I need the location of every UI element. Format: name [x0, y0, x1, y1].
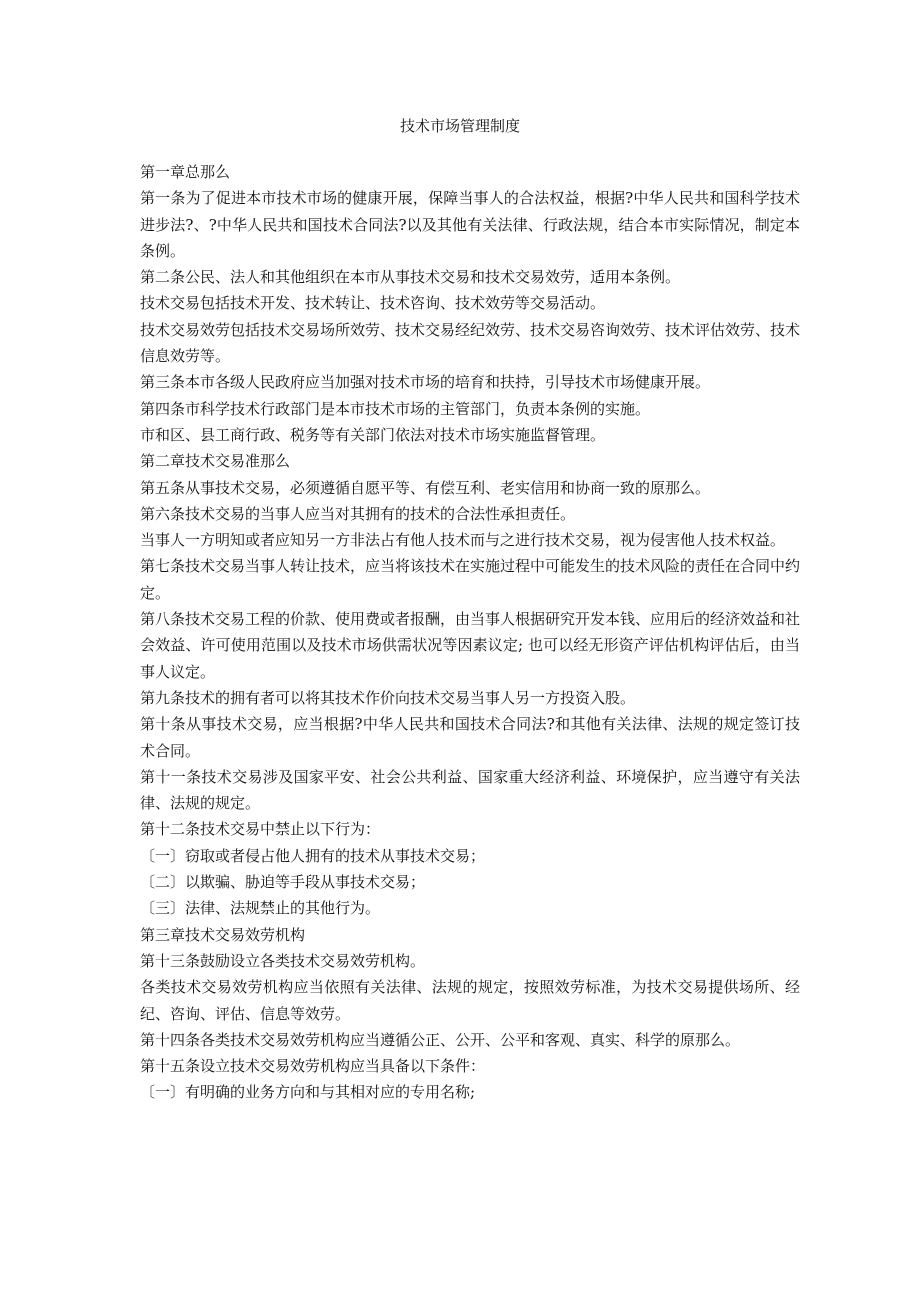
article-paragraph: 当事人一方明知或者应知另一方非法占有他人技术而与之进行技术交易，视为侵害他人技术权益。	[140, 531, 786, 550]
chapter-heading: 第二章技术交易准那么	[140, 452, 291, 471]
article-paragraph: 技术交易包括技术开发、技术转让、技术咨询、技术效劳等交易活动。	[140, 294, 606, 313]
article-paragraph: 第六条技术交易的当事人应当对其拥有的技术的合法性承担责任。	[140, 504, 576, 523]
chapter-heading: 第三章技术交易效劳机构	[140, 925, 306, 944]
list-item: 〔二〕以欺骗、胁迫等手段从事技术交易；	[140, 873, 426, 892]
article-paragraph: 第二条公民、法人和其他组织在本市从事技术交易和技术交易效劳，适用本条例。	[140, 268, 681, 287]
article-paragraph: 技术交易效劳包括技术交易场所效劳、技术交易经纪效劳、技术交易咨询效劳、技术评估效劳、技术信息效劳等。	[140, 320, 801, 366]
article-paragraph: 第七条技术交易当事人转让技术，应当将该技术在实施过程中可能发生的技术风险的责任在合同中约定。	[140, 557, 801, 602]
article-paragraph: 第十一条技术交易涉及国家平安、社会公共利益、国家重大经济利益、环境保护，应当遵守有关法律、法规的规定。	[140, 767, 800, 813]
article-paragraph: 第八条技术交易工程的价款、使用费或者报酬，由当事人根据研究开发本钱、应用后的经济效益和社会效益、许可使用范围以及技术市场供需状况等因素议定; 也可以经无形资产评估机构评估后，由当事人议定。	[140, 610, 801, 681]
document-title: 技术市场管理制度	[399, 117, 520, 135]
list-item: 〔一〕窃取或者侵占他人拥有的技术从事技术交易；	[140, 846, 486, 865]
chapter-heading: 第一章总那么	[140, 163, 231, 181]
article-paragraph: 第五条从事技术交易，必须遵循自愿平等、有偿互利、老实信用和协商一致的原那么。	[140, 478, 711, 497]
article-paragraph: 第十条从事技术交易，应当根据?中华人民共和国技术合同法?和其他有关法律、法规的规定签订技术合同。	[140, 715, 800, 760]
article-paragraph: 第十四条各类技术交易效劳机构应当遵循公正、公开、公平和客观、真实、科学的原那么。	[140, 1030, 741, 1049]
article-paragraph: 第十五条设立技术交易效劳机构应当具备以下条件：	[140, 1057, 486, 1076]
article-paragraph: 各类技术交易效劳机构应当依照有关法律、法规的规定，按照效劳标准，为技术交易提供场所、经纪、咨询、评估、信息等效劳。	[140, 978, 800, 1023]
article-paragraph: 第三条本市各级人民政府应当加强对技术市场的培育和扶持，引导技术市场健康开展。	[140, 373, 711, 392]
article-paragraph: 第十二条技术交易中禁止以下行为：	[140, 820, 381, 839]
document-body	[140, 159, 800, 1106]
list-item: 〔三〕法律、法规禁止的其他行为。	[140, 899, 381, 918]
article-paragraph: 市和区、县工商行政、税务等有关部门依法对技术市场实施监督管理。	[140, 425, 606, 444]
article-paragraph: 第十三条鼓励设立各类技术交易效劳机构。	[140, 951, 426, 970]
article-paragraph: 第九条技术的拥有者可以将其技术作价向技术交易当事人另一方投资入股。	[140, 688, 636, 707]
list-item: 〔一〕有明确的业务方向和与其相对应的专用名称;	[140, 1083, 476, 1102]
article-paragraph: 第四条市科学技术行政部门是本市技术市场的主管部门，负责本条例的实施。	[140, 399, 651, 418]
article-paragraph: 第一条为了促进本市技术市场的健康开展，保障当事人的合法权益，根据?中华人民共和国科学技术进步法?、?中华人民共和国技术合同法?以及其他有关法律、行政法规，结合本市实际情况，制定本条例。	[140, 189, 800, 260]
